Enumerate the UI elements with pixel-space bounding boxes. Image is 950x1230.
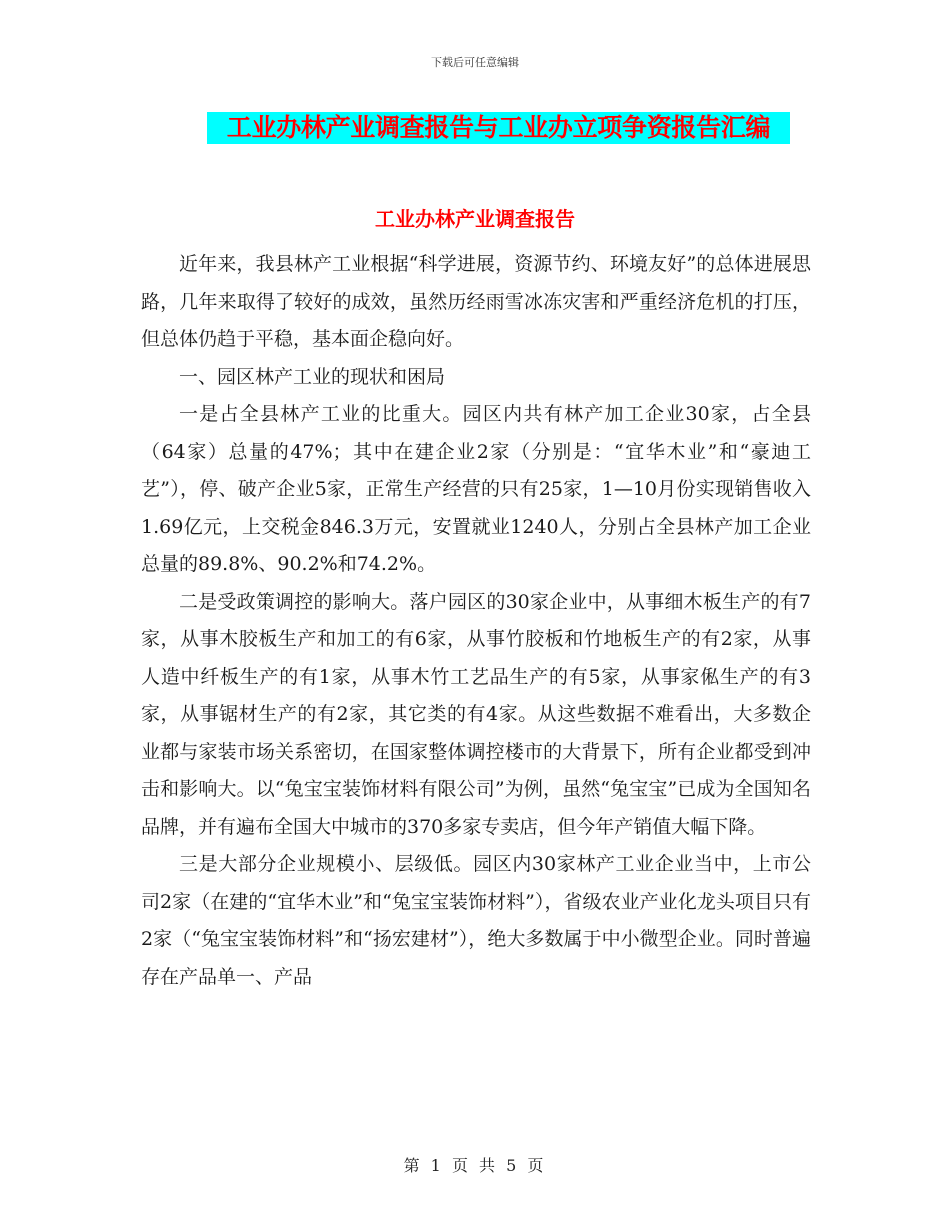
section-title: 工业办林产业调查报告 — [375, 207, 575, 231]
paragraph-point-one: 一是占全县林产工业的比重大。园区内共有林产加工企业30家，占全县（64家）总量的47%；其中在建企业2家（分别是：“宜华木业”和“豪迪工艺”），停、破产企业5家，正常生产经营的只有25家，1—10月份实现销售收入1.69亿元，上交税金846.3万元，安置就业1240人，分别占全县林产加工企业总量的89.8%、90.2%和74.2%。 — [141, 403, 811, 575]
page-number-footer: 第 1 页 共 5 页 — [403, 1156, 547, 1175]
document-body — [141, 246, 811, 996]
paragraph-point-two: 二是受政策调控的影响大。落户园区的30家企业中，从事细木板生产的有7家，从事木胶板生产和加工的有6家，从事竹胶板和竹地板生产的有2家，从事人造中纤板生产的有1家，从事木竹工艺品生产的有5家，从事家俬生产的有3家，从事锯材生产的有2家，其它类的有4家。从这些数据不难看出，大多数企业都与家装市场关系密切，在国家整体调控楼市的大背景下，所有企业都受到冲击和影响大。以“兔宝宝装饰材料有限公司”为例，虽然“兔宝宝”已成为全国知名品牌，并有遍布全国大中城市的370多家专卖店，但今年产销值大幅下降。 — [141, 590, 811, 838]
paragraph-intro: 近年来，我县林产工业根据“科学进展，资源节约、环境友好”的总体进展思路，几年来取得了较好的成效，虽然历经雨雪冰冻灾害和严重经济危机的打压，但总体仍趋于平稳，基本面企稳向好。 — [141, 253, 811, 350]
paragraph-point-three: 三是大部分企业规模小、层级低。园区内30家林产工业企业当中，上市公司2家（在建的“宜华木业”和“兔宝宝装饰材料”），省级农业产业化龙头项目只有2家（“兔宝宝装饰材料”和“扬宏建材”），绝大多数属于中小微型企业。同时普遍存在产品单一、产品 — [141, 853, 811, 988]
document-main-title: 工业办林产业调查报告与工业办立项争资报告汇编 — [207, 112, 790, 144]
section-heading: 一、园区林产工业的现状和困局 — [179, 365, 446, 388]
header-note: 下载后可任意编辑 — [431, 56, 519, 69]
